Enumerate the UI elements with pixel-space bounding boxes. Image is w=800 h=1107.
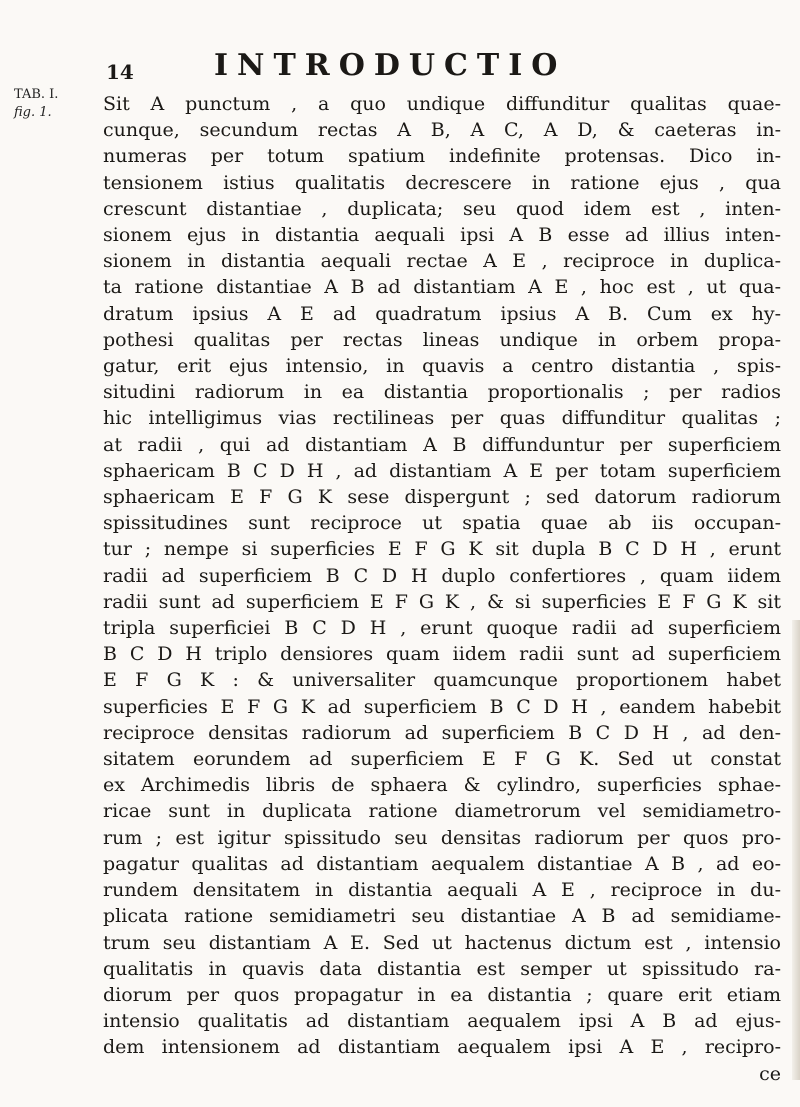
text-line: diorum per quos propagatur in ea distantia ; quare erit etiam [103, 983, 781, 1006]
text-line: B C D H triplo densiores quam iidem radii sunt ad superficiem [103, 643, 781, 666]
text-line: rundem densitatem in distantia aequali A E , reciproce in du- [103, 879, 781, 902]
text-line: sitatem eorundem ad superficiem E F G K. Sed ut constat [103, 748, 781, 771]
text-line: ex Archimedis libris de sphaera & cylindro, superficies sphae- [103, 774, 781, 797]
text-line: sionem ejus in distantia aequali ipsi A B esse ad illius inten- [103, 224, 781, 247]
text-line: gatur, erit ejus intensio, in quavis a centro distantia , spis- [103, 355, 781, 378]
text-line: plicata ratione semidiametri seu distantiae A B ad semidiame- [103, 905, 781, 928]
table-reference: TAB. I. [14, 87, 59, 102]
text-line: hic intelligimus vias rectilineas per quas diffunditur qualitas ; [103, 407, 781, 430]
text-line: situdini radiorum in ea distantia proportionalis ; per radios [103, 381, 781, 404]
text-line: intensio qualitatis ad distantiam aequalem ipsi A B ad ejus- [103, 1010, 781, 1033]
text-line: numeras per totum spatium indefinite protensas. Dico in- [103, 145, 781, 168]
text-line: sionem in distantia aequali rectae A E , reciproce in duplica- [103, 250, 781, 273]
body-text [103, 91, 781, 1087]
text-line: rum ; est igitur spissitudo seu densitas radiorum per quos pro- [103, 826, 781, 849]
margin-reference [14, 86, 58, 122]
text-line: superficies E F G K ad superficiem B C D H , eandem habebit [103, 695, 781, 718]
text-line: ricae sunt in duplicata ratione diametrorum vel semidiametro- [103, 800, 781, 823]
text-line: spissitudines sunt reciproce ut spatia quae ab iis occupan- [103, 512, 781, 535]
text-line: pagatur qualitas ad distantiam aequalem distantiae A B , ad eo- [103, 852, 781, 875]
text-line: reciproce densitas radiorum ad superficiem B C D H , ad den- [103, 721, 781, 744]
text-line: pothesi qualitas per rectas lineas undique in orbem propa- [103, 328, 781, 351]
page-edge-shadow [792, 620, 800, 1080]
text-line: sphaericam B C D H , ad distantiam A E per totam superficiem [103, 459, 781, 482]
text-line: tripla superficiei B C D H , erunt quoque radii ad superficiem [103, 617, 781, 640]
text-line: trum seu distantiam A E. Sed ut hactenus dictum est , intensio [103, 931, 781, 954]
text-line: radii ad superficiem B C D H duplo confertiores , quam iidem [103, 564, 781, 587]
text-line: cunque, secundum rectas A B, A C, A D, & caeteras in- [103, 119, 781, 142]
text-line: ce [759, 1062, 781, 1085]
text-line: dratum ipsius A E ad quadratum ipsius A B. Cum ex hy- [103, 302, 781, 325]
running-title: INTRODUCTIO [214, 48, 567, 83]
text-line: tensionem istius qualitatis decrescere in ratione ejus , qua [103, 171, 781, 194]
text-line: dem intensionem ad distantiam aequalem ipsi A E , recipro- [103, 1036, 781, 1059]
text-line: Sit A punctum , a quo undique diffunditur qualitas quae- [103, 93, 781, 115]
text-line: ta ratione distantiae A B ad distantiam A E , hoc est , ut qua- [103, 276, 781, 299]
text-line: radii sunt ad superficiem E F G K , & si superficies E F G K sit [103, 590, 781, 613]
page-number: 14 [106, 60, 134, 84]
text-line: qualitatis in quavis data distantia est semper ut spissitudo ra- [103, 957, 781, 980]
text-line: crescunt distantiae , duplicata; seu quod idem est , inten- [103, 197, 781, 220]
text-line: E F G K : & universaliter quamcunque proportionem habet [103, 669, 781, 692]
text-line: sphaericam E F G K sese dispergunt ; sed datorum radiorum [103, 486, 781, 509]
text-line: tur ; nempe si superficies E F G K sit dupla B C D H , erunt [103, 538, 781, 561]
text-line: at radii , qui ad distantiam A B diffunduntur per superficiem [103, 433, 781, 456]
figure-reference: fig. 1. [14, 105, 52, 120]
